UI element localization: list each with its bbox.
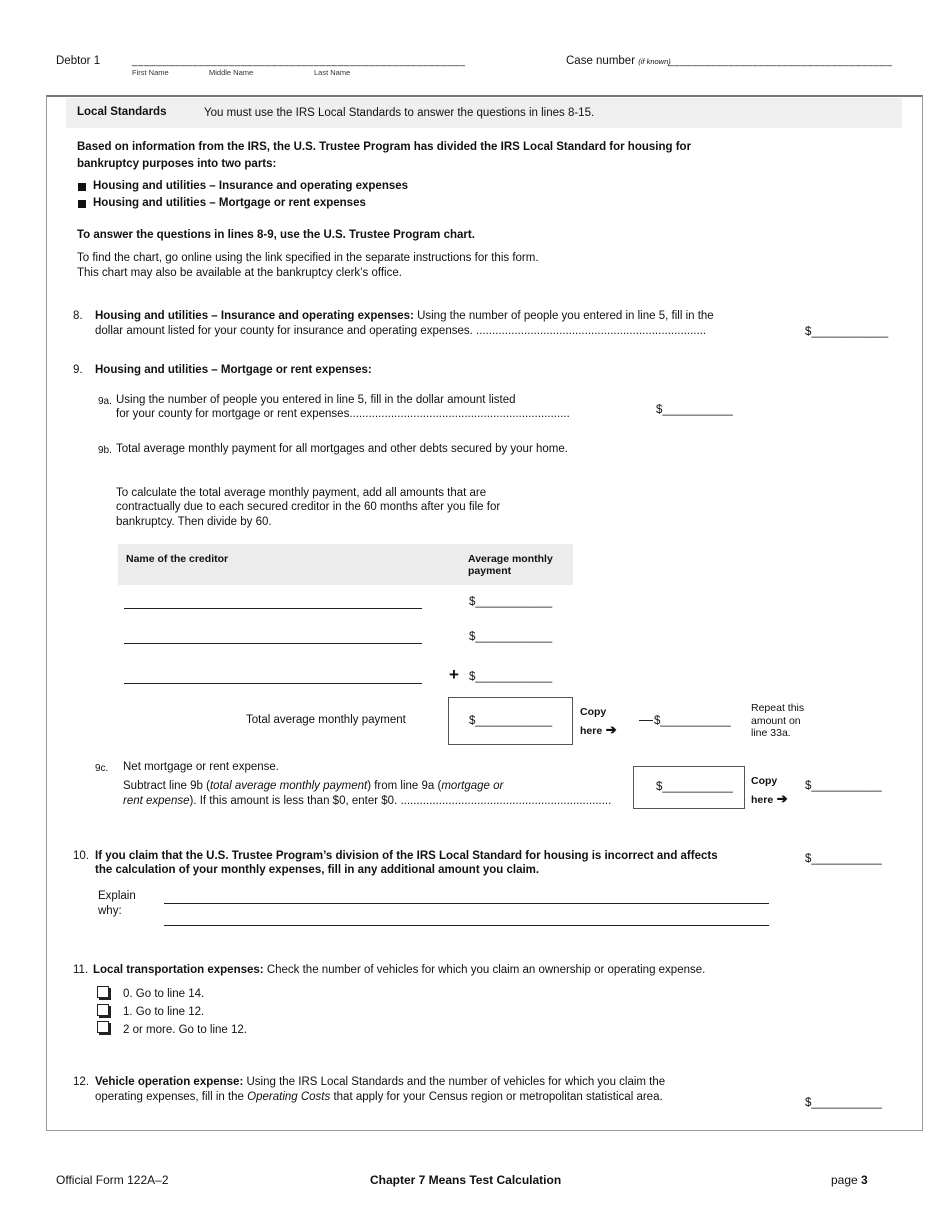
plus-icon: +	[449, 665, 459, 684]
intro-line2: bankruptcy purposes into two parts:	[77, 158, 277, 170]
checkbox-2-vehicles[interactable]	[97, 1021, 109, 1033]
line9b-label: 9b.	[98, 445, 112, 456]
calc-line3: bankruptcy. Then divide by 60.	[116, 516, 272, 528]
line10-text1: If you claim that the U.S. Trustee Program’s division of the IRS Local Standard for housing is incorrect and affects	[95, 850, 718, 862]
middle-name-caption: Middle Name	[209, 68, 254, 77]
footer-page: page 3	[831, 1173, 868, 1187]
case-number-hint: (if known)	[638, 57, 671, 66]
line9c-amount-field[interactable]: $___________	[805, 780, 882, 792]
col-payment-line2: payment	[468, 565, 512, 577]
line8-text1: Housing and utilities – Insurance and operating expenses: Using the number of people you entered in line 5, fill in the	[95, 310, 714, 322]
line9-number: 9.	[73, 364, 83, 376]
find-chart-line2: This chart may also be available at the bankruptcy clerk’s office.	[77, 267, 402, 279]
debtor-label: Debtor 1	[56, 55, 101, 67]
line10-text2: the calculation of your monthly expenses, fill in any additional amount you claim.	[95, 864, 540, 876]
line8-number: 8.	[73, 310, 83, 322]
line9c-title: Net mortgage or rent expense.	[123, 761, 279, 773]
case-number-field[interactable]: _____________________________________	[668, 56, 893, 67]
line9a-label: 9a.	[98, 396, 112, 407]
arrow-right-icon: ➔	[773, 791, 788, 806]
line9a-amount-field[interactable]: $___________	[656, 404, 733, 416]
first-name-caption: First Name	[132, 68, 169, 77]
explain-label: Explain	[98, 890, 136, 902]
col-payment-line1: Average monthly	[468, 553, 553, 565]
repeat-line2: amount on	[751, 715, 801, 727]
creditor-amount-field[interactable]: $____________	[469, 631, 553, 643]
col-creditor: Name of the creditor	[126, 553, 229, 565]
last-name-caption: Last Name	[314, 68, 351, 77]
debtor-name-field[interactable]: _______________________________________________________	[132, 56, 466, 67]
line12-text2: operating expenses, fill in the Operating Costs that apply for your Census region or metropolitan statistical area.	[95, 1091, 663, 1103]
minus-amount-field[interactable]: $___________	[654, 715, 731, 727]
intro-line1: Based on information from the IRS, the U.S. Trustee Program has divided the IRS Local Standard for housing for	[77, 141, 692, 153]
line12-text1: Vehicle operation expense: Using the IRS Local Standards and the number of vehicles for which you claim the	[95, 1076, 666, 1088]
line9a-text2: for your county for mortgage or rent expenses.....................................................................	[116, 408, 570, 420]
line8-amount-field[interactable]: $____________	[805, 326, 889, 338]
line10-amount-field[interactable]: $___________	[805, 853, 882, 865]
chart-note: To answer the questions in lines 8-9, use the U.S. Trustee Program chart.	[77, 229, 475, 241]
page-number: 3	[861, 1173, 868, 1187]
repeat-line1: Repeat this	[751, 702, 805, 714]
line11-number: 11.	[73, 964, 89, 976]
bullet-insurance: Housing and utilities – Insurance and operating expenses	[93, 180, 409, 192]
total-label: Total average monthly payment	[246, 714, 406, 726]
copy-here-label: Copy	[580, 706, 607, 718]
line9-title: Housing and utilities – Mortgage or rent expenses:	[95, 364, 372, 376]
line9a-text1: Using the number of people you entered in line 5, fill in the dollar amount listed	[116, 394, 516, 406]
line11-text: Local transportation expenses: Check the number of vehicles for which you claim an ownership or operating expense.	[93, 964, 706, 976]
creditor-amount-field[interactable]: $____________	[469, 596, 553, 608]
checkbox-0-vehicles[interactable]	[97, 986, 109, 998]
explain-field[interactable]	[164, 925, 769, 926]
repeat-line3: line 33a.	[751, 727, 791, 739]
copy-here-label: Copy	[751, 775, 778, 787]
calc-line2: contractually due to each secured creditor in the 60 months after you file for	[116, 501, 501, 513]
option-1-vehicle: 1. Go to line 12.	[123, 1006, 205, 1018]
case-number-label: Case number (if known)	[566, 55, 671, 67]
option-0-vehicles: 0. Go to line 14.	[123, 988, 205, 1000]
footer-title: Chapter 7 Means Test Calculation	[370, 1173, 562, 1187]
bullet-mortgage: Housing and utilities – Mortgage or rent expenses	[93, 197, 366, 209]
line9c-label: 9c.	[95, 763, 109, 774]
copy-here-label2: here ➔	[751, 791, 788, 806]
line8-text2: dollar amount listed for your county for insurance and operating expenses. ........................................................................	[95, 325, 707, 337]
line10-number: 10.	[73, 850, 89, 862]
explain-field[interactable]	[164, 903, 769, 904]
creditor-name-field[interactable]	[124, 643, 422, 644]
calc-line1: To calculate the total average monthly payment, add all amounts that are	[116, 487, 487, 499]
section-title: Local Standards	[77, 106, 167, 118]
find-chart-line1: To find the chart, go online using the link specified in the separate instructions for this form.	[77, 252, 539, 264]
total-amount-field[interactable]: $____________	[469, 715, 553, 727]
bullet-square-icon	[78, 183, 86, 191]
why-label: why:	[98, 905, 122, 917]
line12-number: 12.	[73, 1076, 89, 1088]
copy-here-label2: here ➔	[580, 722, 617, 737]
line9b-text: Total average monthly payment for all mortgages and other debts secured by your home.	[116, 443, 568, 455]
minus-icon: —	[639, 711, 653, 727]
checkbox-1-vehicle[interactable]	[97, 1004, 109, 1016]
creditor-amount-field[interactable]: $____________	[469, 671, 553, 683]
line9c-text2: rent expense). If this amount is less than $0, enter $0. ..................................................................	[123, 795, 612, 807]
footer-form-name: Official Form 122A–2	[56, 1173, 169, 1187]
bullet-square-icon	[78, 200, 86, 208]
line9c-text1: Subtract line 9b (total average monthly payment) from line 9a (mortgage or	[123, 780, 504, 792]
net-box-amount-field[interactable]: $___________	[656, 781, 733, 793]
option-2-vehicles: 2 or more. Go to line 12.	[123, 1024, 248, 1036]
line12-amount-field[interactable]: $___________	[805, 1097, 882, 1109]
creditor-name-field[interactable]	[124, 683, 422, 684]
arrow-right-icon: ➔	[602, 722, 617, 737]
section-instruction: You must use the IRS Local Standards to answer the questions in lines 8-15.	[204, 107, 595, 119]
creditor-name-field[interactable]	[124, 608, 422, 609]
